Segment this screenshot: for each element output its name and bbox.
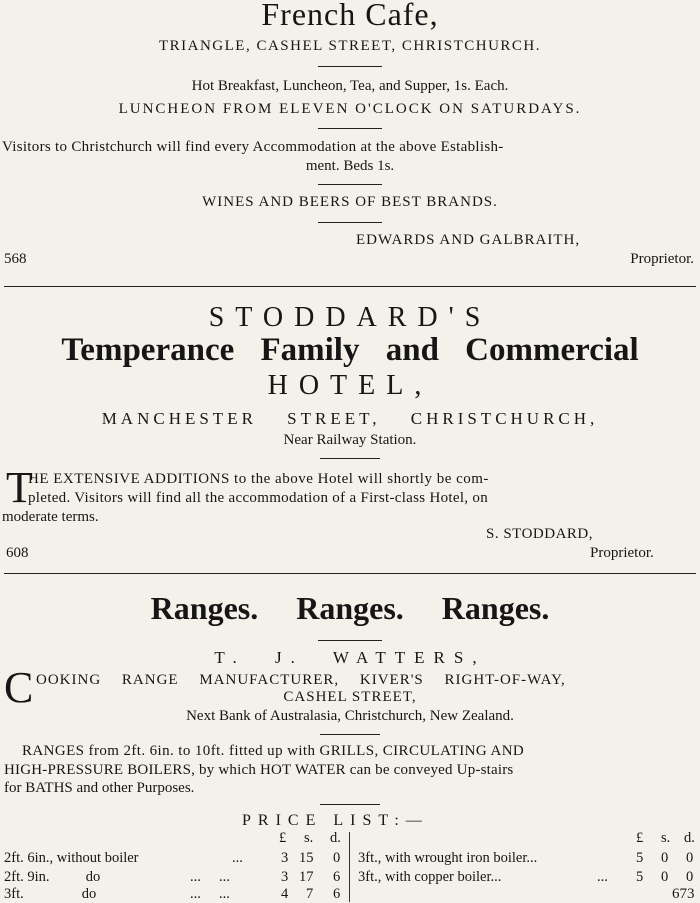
price-shillings: 17 (299, 869, 314, 885)
hotel-body-line2: pleted. Visitors will find all the accommodation of a First-class Hotel, on (28, 490, 488, 506)
cafe-address: TRIANGLE, CASHEL STREET, CHRISTCHURCH. (158, 38, 541, 54)
shillings-header: s. (661, 830, 671, 846)
price-item: 3ft., with copper boiler... (358, 869, 502, 885)
price-dots: ... ... (190, 869, 230, 885)
price-item: 3ft., with wrought iron boiler... (358, 850, 538, 866)
price-item: 2ft. 9in. do (4, 869, 101, 885)
price-pounds: 3 (281, 869, 289, 885)
price-dots: ... (597, 869, 608, 885)
cafe-visitors-line2: ment. Beds 1s. (305, 158, 395, 174)
price-pounds: 5 (636, 850, 644, 866)
price-pence: 0 (686, 869, 694, 885)
section-divider (4, 573, 696, 574)
cafe-meals: Hot Breakfast, Luncheon, Tea, and Supper, 1s. Each. (191, 78, 509, 94)
divider (318, 184, 382, 185)
price-item: 3ft. do (4, 886, 97, 902)
divider (318, 66, 382, 67)
hotel-body-line3: moderate terms. (2, 509, 99, 525)
price-dots: ... (232, 850, 243, 866)
divider (318, 222, 382, 223)
price-pounds: 4 (281, 886, 289, 902)
ranges-location: Next Bank of Australasia, Christchurch, New Zealand. (186, 708, 514, 724)
price-pounds: 3 (281, 850, 289, 866)
divider (320, 734, 380, 735)
pence-header: d. (684, 830, 695, 846)
manufacturer-line2: CASHEL STREET, (283, 689, 417, 705)
divider (320, 804, 380, 805)
hotel-proprietor-label: Proprietor. (590, 545, 654, 561)
cafe-proprietors: EDWARDS AND GALBRAITH, (356, 232, 581, 248)
pounds-header: £ (279, 830, 287, 846)
cafe-ad-number: 568 (4, 251, 27, 267)
ranges-body-line1: RANGES from 2ft. 6in. to 10ft. fitted up with GRILLS, CIRCULATING AND (22, 743, 525, 759)
hotel-body-line1: HE EXTENSIVE ADDITIONS to the above Hotel will shortly be com- (28, 471, 489, 487)
pence-header: d. (330, 830, 341, 846)
hotel-drop-cap: T (6, 463, 33, 512)
cafe-visitors-line1: Visitors to Christchurch will find every Accommodation at the above Establish- (2, 139, 504, 155)
cafe-proprietor-label: Proprietor. (630, 251, 694, 267)
section-divider (4, 286, 696, 287)
pounds-header: £ (636, 830, 644, 846)
cafe-luncheon: LUNCHEON FROM ELEVEN O'CLOCK ON SATURDAYS. (118, 101, 582, 117)
price-pence: 0 (686, 850, 694, 866)
divider (318, 128, 382, 129)
hotel-signature: S. STODDARD, (486, 526, 593, 542)
cafe-title: French Cafe, (261, 0, 439, 32)
price-list-heading: PRICE LIST:— (242, 812, 429, 829)
price-shillings: 15 (299, 850, 314, 866)
hotel-title-line: Temperance Family and Commercial (61, 332, 639, 368)
hotel-ad-number: 608 (6, 545, 29, 561)
price-pence: 6 (333, 869, 341, 885)
ranges-body-line2: HIGH-PRESSURE BOILERS, by which HOT WATER can be conveyed Up-stairs (4, 762, 514, 778)
price-pence: 0 (333, 850, 341, 866)
shillings-header: s. (304, 830, 314, 846)
price-shillings: 0 (661, 850, 669, 866)
hotel-word: HOTEL, (267, 370, 433, 401)
hotel-name: STODDARD'S (208, 302, 492, 333)
price-pounds: 5 (636, 869, 644, 885)
divider (320, 458, 380, 459)
price-shillings: 0 (661, 869, 669, 885)
ranges-heading: Ranges. Ranges. Ranges. (150, 590, 550, 626)
ranges-drop-cap: C (4, 663, 34, 712)
ranges-ad-number: 673 (672, 886, 695, 902)
hotel-near-station: Near Railway Station. (283, 432, 417, 448)
watters-name: T. J. WATTERS, (214, 648, 486, 667)
price-dots: ... ... (190, 886, 230, 902)
price-item: 2ft. 6in., without boiler (4, 850, 139, 866)
hotel-address: MANCHESTER STREET, CHRISTCHURCH, (101, 409, 599, 428)
divider (318, 640, 382, 641)
manufacturer-line1: OOKING RANGE MANUFACTURER, KIVER'S RIGHT-OF-WAY, (36, 672, 566, 688)
price-pence: 6 (333, 886, 341, 902)
price-shillings: 7 (306, 886, 314, 902)
column-divider (349, 832, 350, 902)
cafe-wines: WINES AND BEERS OF BEST BRANDS. (202, 194, 498, 210)
ranges-body-line3: for BATHS and other Purposes. (4, 780, 195, 796)
